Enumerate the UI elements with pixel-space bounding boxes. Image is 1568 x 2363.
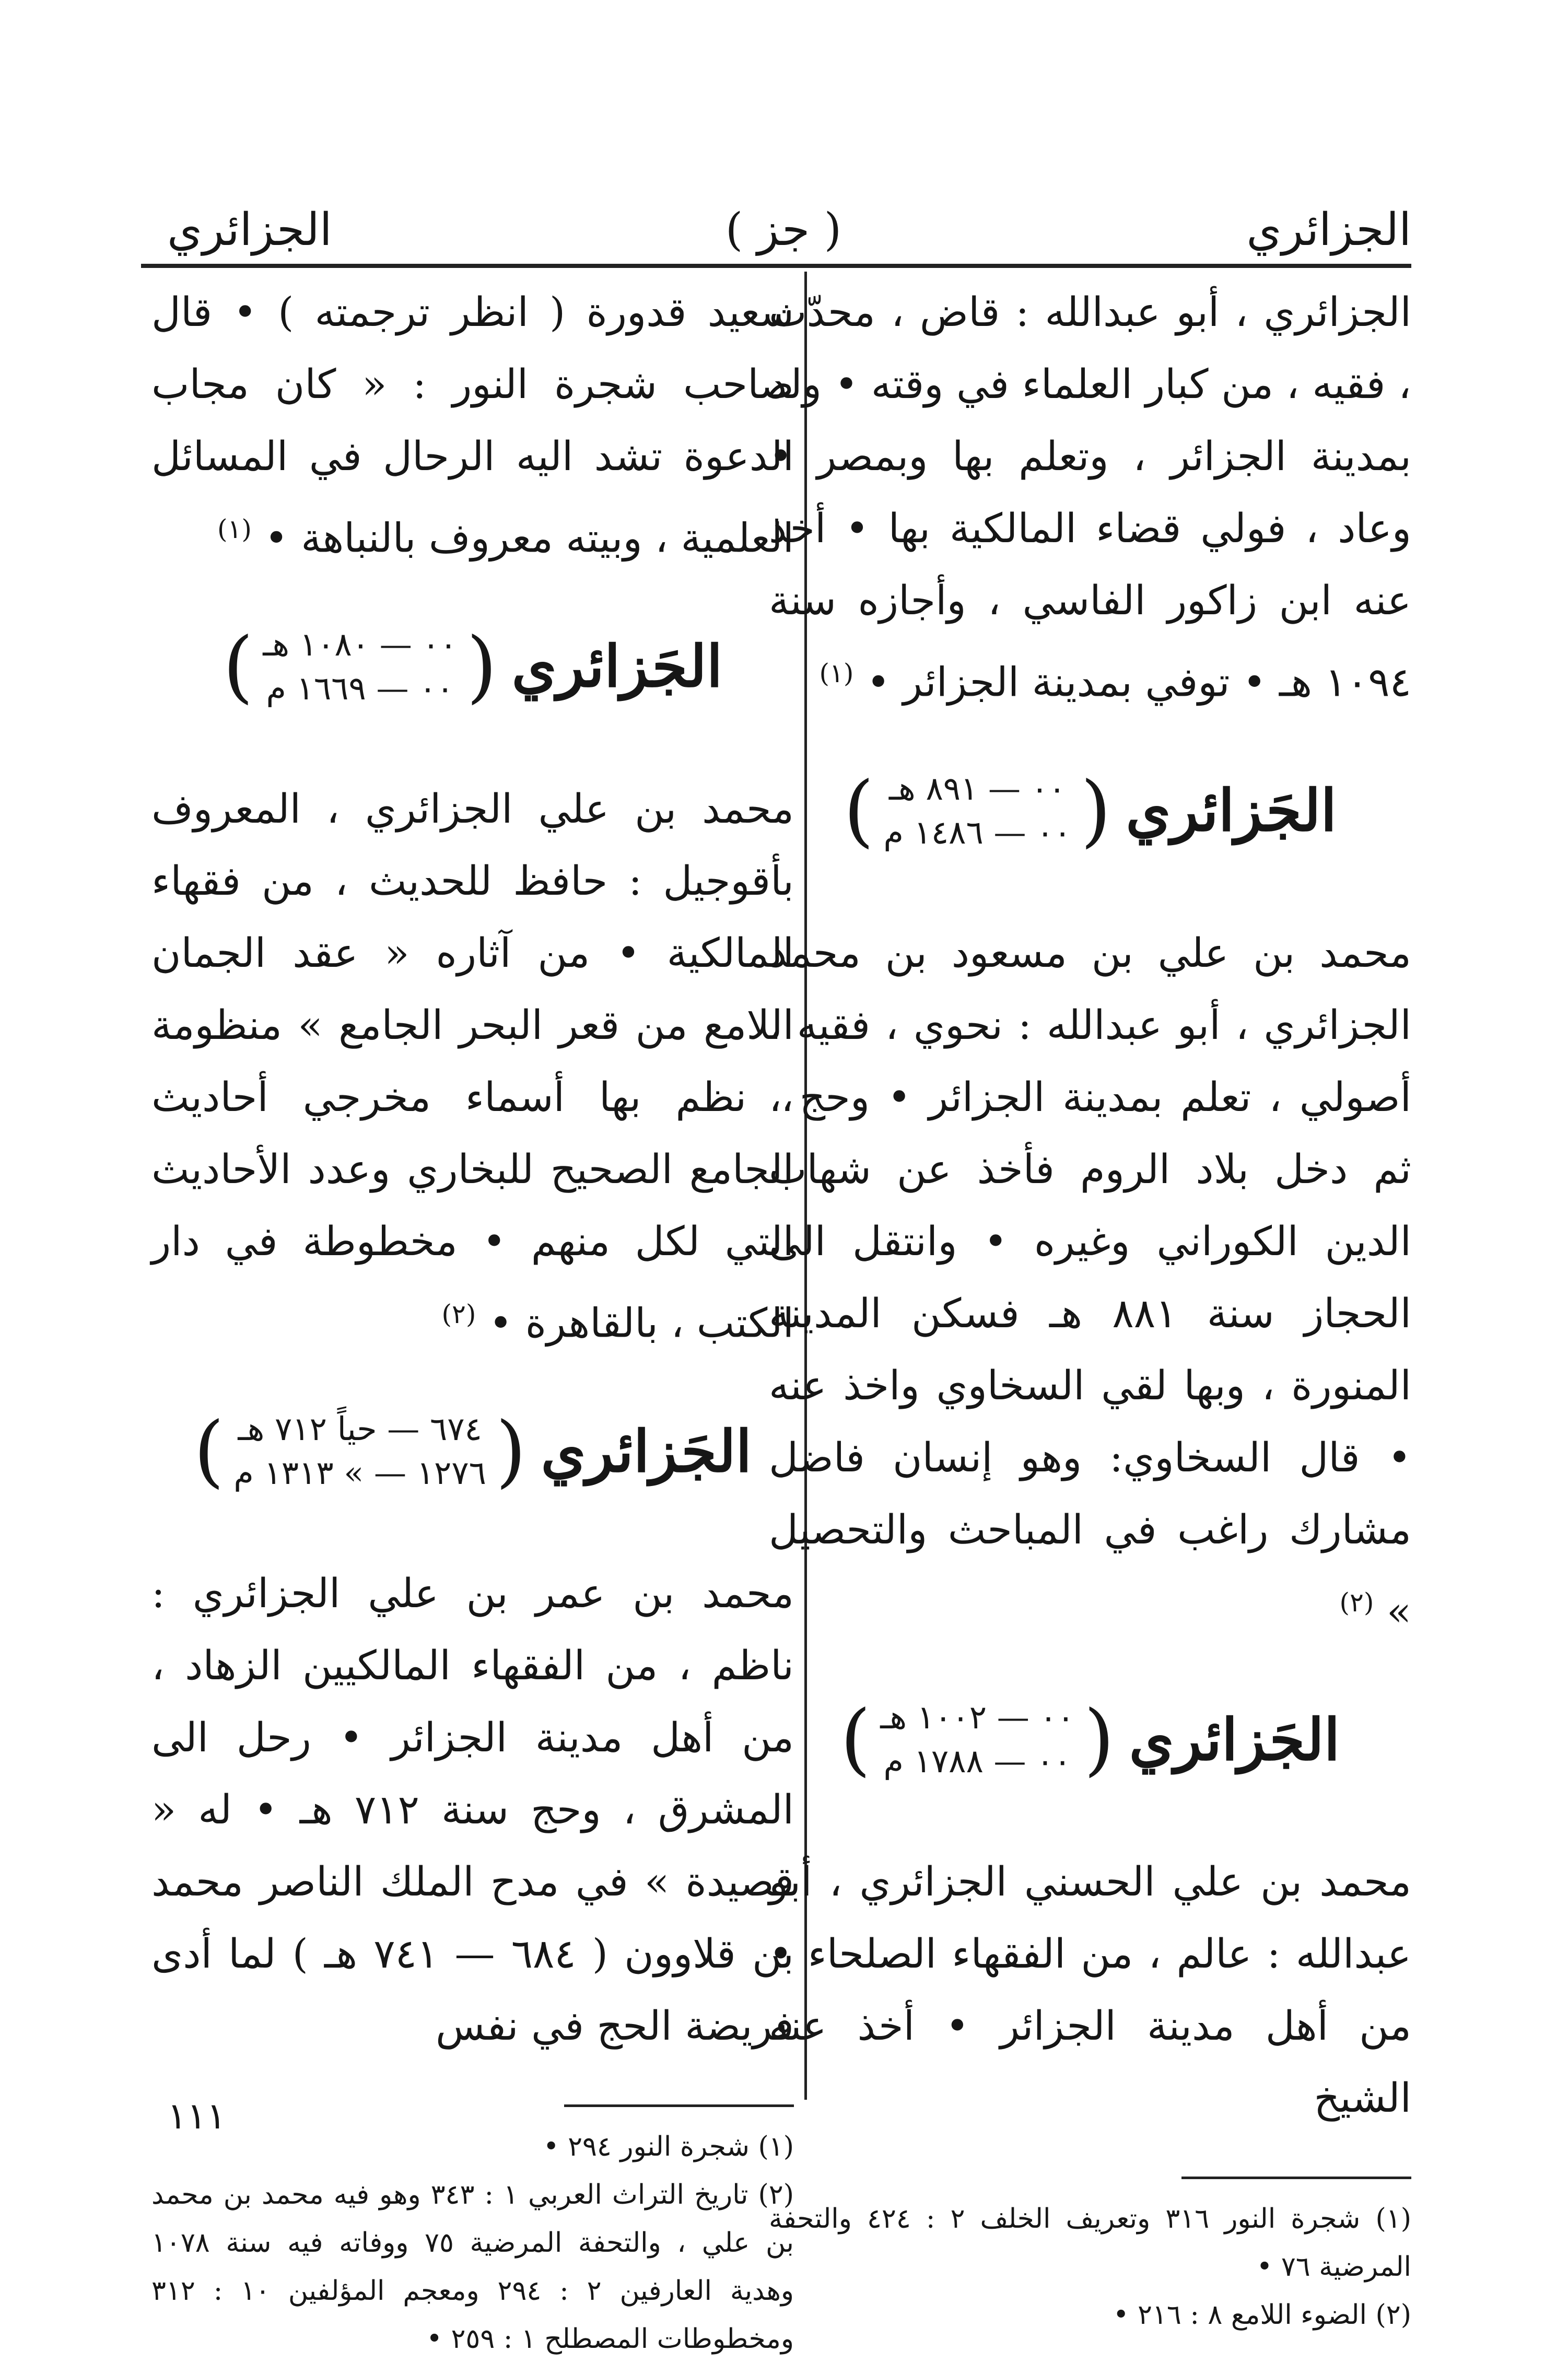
footnote-marker: (١) (819, 658, 854, 688)
entry-name: الجَزائري (511, 633, 723, 700)
footnote: (١) شجرة النور ٣١٦ وتعريف الخلف ٢ : ٤٢٤ والتحفة المرضية ٧٦ • (769, 2203, 1412, 2283)
header-left-title: الجزائري (167, 204, 332, 256)
paragraph-text: محمد بن علي الجزائري ، المعروف بأقوجيل : حافظ للحديث ، من فقهاء المالكية • من آثاره « عقد الجمان اللامع من قعر البحر الجامع » منظومة ، نظم بها أسماء مخرجي أحاديث الجامع الصحيح للبخاري وعدد الأحاديث التي لكل منهم • مخطوطة في دار الكتب ، بالقاهرة • (151, 786, 794, 1347)
date-gregorian: ٠٠ — ١٧٨٨ م (883, 1742, 1071, 1781)
entry-heading (769, 740, 1411, 881)
close-paren-glyph: ) (193, 1406, 225, 1497)
footnote: (٢) تاريخ التراث العربي ١ : ٣٤٣ وهو فيه محمد بن محمد بن علي ، والتحفة المرضية ٧٥ ووفاته فيه سنة ١٠٧٨ وهدية العارفين ٢ : ٢٩٤ ومعجم المؤلفين ١٠ : ٣١٢ ومخطوطات المصطلح ١ : ٢٥٩ • (151, 2179, 794, 2355)
paragraph-text: محمد بن علي بن مسعود بن محمد الجزائري ، أبو عبدالله : نحوي ، فقيه ، أصولي ، تعلم بمدينة الجزائر • وحج ، ثم دخل بلاد الروم فأخذ عن شهاب الدين الكوراني وغيره • وانتقل الى الحجاز سنة ٨٨١ هـ فسكن المدينة المنورة ، وبها لقي السخاوي واخذ عنه • قال السخاوي: وهو إنسان فاضل مشارك راغب في المباحث والتحصيل » (769, 930, 1411, 1635)
entry-paragraph (151, 277, 794, 575)
entry-name: الجَزائري (1129, 1705, 1340, 1773)
entry-heading (151, 596, 794, 737)
header-rule-right (680, 264, 1411, 268)
footnote-rule (564, 2104, 794, 2107)
entry-heading (151, 1381, 794, 1522)
paragraph-text: محمد بن علي الحسني الجزائري ، أبو عبدالله : عالم ، من الفقهاء الصلحاء • من أهل مدينة الجزائر • أخذ عنه الشيخ (769, 1859, 1411, 2122)
footnote-marker: (١) (217, 514, 252, 544)
date-gregorian: ٠٠ — ١٤٨٦ م (883, 813, 1071, 851)
footnote-marker: (٢) (441, 1299, 476, 1329)
close-paren-glyph: ) (223, 621, 254, 712)
entry-name: الجَزائري (541, 1417, 752, 1485)
date-gregorian: ٠٠ — ١٦٦٩ م (266, 669, 454, 707)
footnote-marker: (٢) (1339, 1587, 1374, 1618)
header-rule-left (141, 264, 689, 268)
entry-paragraph (769, 918, 1411, 1648)
date-hijri: ٠٠ — ٨٩١ هـ (888, 769, 1066, 808)
entry-dates (883, 767, 1071, 855)
entry-heading (769, 1669, 1411, 1810)
right-column (769, 277, 1411, 2339)
paragraph-text: الجزائري ، أبو عبدالله : قاض ، محدّث ، فقيه ، من كبار العلماء في وقته • ولد بمدينة الجزائر ، وتعلم بها وبمصر • وعاد ، فولي قضاء المالكية بها • أخذ عنه ابن زاكور الفاسي ، وأجازه سنة ١٠٩٤ هـ • توفي بمدينة الجزائر • (769, 289, 1411, 706)
close-paren-glyph: ) (843, 765, 874, 856)
open-paren-glyph: ( (466, 621, 497, 712)
date-gregorian: ١٢٧٦ — » ١٣١٣ م (233, 1454, 486, 1492)
entry-dates (263, 623, 457, 710)
entry-name: الجَزائري (1126, 777, 1337, 845)
paragraph-text: محمد بن عمر بن علي الجزائري : ناظم ، من الفقهاء المالكيين الزهاد ، من أهل مدينة الجزائر • رحل الى المشرق ، وحج سنة ٧١٢ هـ • له « قصيدة » في مدح الملك الناصر محمد بن قلاوون ( ٦٨٤ — ٧٤١ هـ ) لما أدى فريضة الحج في نفس (151, 1571, 794, 2050)
date-hijri: ٠٠ — ١٠٠٢ هـ (880, 1698, 1075, 1737)
page-number: ١١١ (167, 2095, 226, 2137)
entry-paragraph (151, 774, 794, 1360)
left-column (151, 277, 794, 2363)
entry-dates (233, 1407, 486, 1495)
open-paren-glyph: ( (1084, 1694, 1115, 1785)
footnote-rule (1181, 2177, 1411, 2179)
entry-paragraph (151, 1558, 794, 2063)
footnote: (١) شجرة النور ٢٩٤ • (543, 2131, 794, 2163)
open-paren-glyph: ( (495, 1406, 526, 1497)
date-hijri: ٠٠ — ١٠٨٠ هـ (263, 625, 458, 663)
paragraph-text: سعيد قدورة ( انظر ترجمته ) • قال صاحب شجرة النور : « كان مجاب الدعوة تشد اليه الرحال في المسائل العلمية ، وبيته معروف بالنباهة • (151, 289, 794, 562)
footnote: (٢) الضوء اللامع ٨ : ٢١٦ • (1113, 2299, 1411, 2331)
open-paren-glyph: ( (1080, 765, 1111, 856)
header-right-title: الجزائري (1246, 204, 1411, 256)
entry-paragraph (769, 1846, 1411, 2135)
header-center-section: ( جز ) (725, 204, 842, 256)
date-hijri: ٦٧٤ — حياً ٧١٢ هـ (238, 1410, 482, 1448)
entry-dates (880, 1695, 1074, 1783)
close-paren-glyph: ) (840, 1694, 871, 1785)
entry-paragraph (769, 277, 1411, 719)
